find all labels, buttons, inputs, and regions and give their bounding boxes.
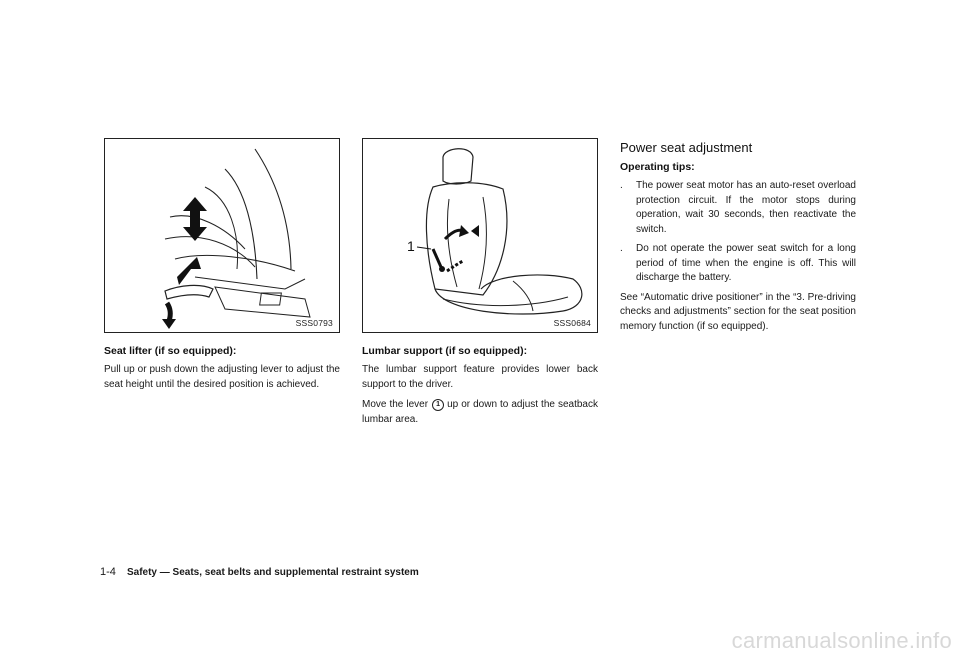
chapter-title: Safety — Seats, seat belts and supplemental restraint system xyxy=(126,567,419,578)
seat-lifter-illustration xyxy=(105,139,339,332)
page-number: 1-4 xyxy=(100,566,116,578)
operating-tips-heading: Operating tips: xyxy=(620,161,695,173)
lumbar-support-text: The lumbar support feature provides lower back support to the driver. xyxy=(362,364,598,390)
column-power-seat xyxy=(620,140,856,340)
seat-lifter-text: Pull up or push down the adjusting lever to adjust the seat height until the desired position is achieved. xyxy=(104,364,340,390)
seat-lifter-heading: Seat lifter (if so equipped): xyxy=(104,345,237,357)
column-seat-lifter xyxy=(104,138,340,398)
lumbar-support-figure xyxy=(362,138,598,333)
svg-text:1: 1 xyxy=(407,238,415,254)
bullet-icon: . xyxy=(620,180,623,191)
column-lumbar-support xyxy=(362,138,598,433)
instruction-part-1: Move the lever xyxy=(362,399,429,410)
bullet-icon: . xyxy=(620,243,623,254)
page-footer xyxy=(100,566,419,578)
lumbar-seat-illustration xyxy=(363,139,597,332)
power-seat-title: Power seat adjustment xyxy=(620,140,753,155)
figure-code: SSS0793 xyxy=(295,318,333,328)
power-seat-reference-text: See “Automatic drive positioner” in the “3. Pre-driving checks and adjustments” section for the seat position memory function (if so equipped). xyxy=(620,291,856,332)
list-item: . Do not operate the power seat switch for a long period of time when the engine is off. This will discharge the battery. xyxy=(620,243,856,283)
seat-lifter-figure xyxy=(104,138,340,333)
lumbar-support-heading: Lumbar support (if so equipped): xyxy=(362,345,528,357)
figure-code: SSS0684 xyxy=(553,318,591,328)
operating-tips-list xyxy=(620,179,856,286)
list-item: . The power seat motor has an auto-reset overload protection circuit. If the motor stops during operation, wait 30 seconds, then reactivate the switch. xyxy=(620,180,856,235)
lumbar-support-instruction xyxy=(362,398,598,427)
callout-number-icon: 1 xyxy=(432,399,444,411)
instruction-part-2: up or down to adjust the seatback lumbar area. xyxy=(362,399,598,425)
watermark: carmanualsonline.info xyxy=(731,628,952,653)
